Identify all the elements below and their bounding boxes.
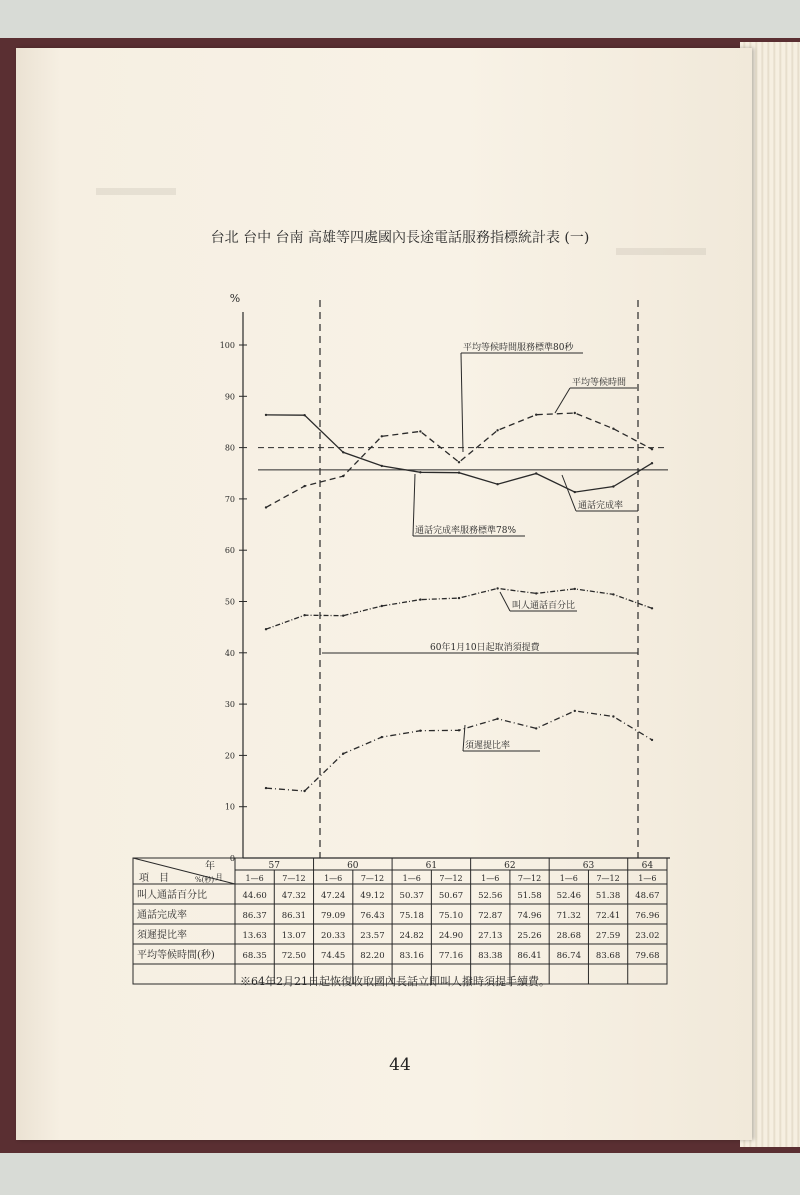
- page-number: 44: [389, 1055, 411, 1075]
- table-row-label: 叫人通話百分比: [137, 890, 207, 901]
- table-year-header: 63: [582, 861, 595, 871]
- table-cell: 52.46: [556, 891, 581, 901]
- series-delay-rate-point: [265, 787, 267, 789]
- wait-standard-label-leader: [461, 353, 463, 452]
- y-tick-label: 50: [224, 597, 235, 607]
- series-delay-rate-point: [303, 790, 305, 792]
- series-wait-time-point: [303, 485, 305, 487]
- series-delay-rate-point: [496, 718, 498, 720]
- series-completion-rate-point: [458, 472, 460, 474]
- table-cell: 47.24: [321, 891, 346, 901]
- table-cell: 79.09: [321, 911, 346, 921]
- table-cell: 83.68: [595, 951, 621, 961]
- table-half-header: 7—12: [360, 874, 385, 883]
- chart-title: 台北 台中 台南 高雄等四處國內長途電話服務指標統計表 (一): [210, 230, 590, 246]
- series-delay-rate-point: [612, 715, 614, 717]
- series-delay-rate-point: [574, 710, 576, 712]
- series-wait-time-point: [574, 412, 576, 414]
- table-year-header: 64: [641, 861, 654, 871]
- table-cell: 75.10: [438, 911, 464, 921]
- table-cell: 13.63: [242, 931, 267, 941]
- series-delay-rate-point: [342, 753, 344, 755]
- table-half-header: 7—12: [517, 874, 542, 883]
- series-call-percent-point: [651, 607, 653, 609]
- series-delay-rate-point: [419, 730, 421, 732]
- corner-year: 年: [205, 861, 215, 872]
- y-tick-label: 70: [224, 494, 235, 504]
- table-half-header: 7—12: [282, 874, 306, 883]
- table-half-header: 7—12: [439, 874, 463, 883]
- table-cell: 82.20: [360, 951, 385, 961]
- table-cell: 50.37: [399, 891, 424, 901]
- table-cell: 86.41: [517, 951, 542, 961]
- series-completion-rate-point: [381, 465, 383, 467]
- table-half-header: 1—6: [559, 874, 578, 883]
- delay-series-label: 須遲提比率: [465, 741, 511, 751]
- series-completion-rate-point: [574, 491, 576, 493]
- table-cell: 72.50: [281, 951, 307, 961]
- table-cell: 79.68: [635, 951, 660, 961]
- table-year-header: 57: [268, 861, 280, 871]
- wait-series-label-leader: [555, 388, 570, 413]
- table-row-label: 須遲提比率: [137, 930, 187, 941]
- table-cell: 68.35: [242, 951, 267, 961]
- series-wait-time-point: [419, 430, 421, 432]
- series-delay-rate-line: [266, 711, 652, 791]
- fee-line-label: 60年1月10日起取消須提費: [430, 643, 540, 653]
- table-cell: 13.07: [281, 931, 307, 941]
- y-tick-label: 30: [224, 700, 235, 710]
- table-cell: 76.96: [635, 911, 660, 921]
- series-wait-time-point: [612, 428, 614, 430]
- completion-series-label-leader: [562, 475, 576, 511]
- series-completion-rate-point: [496, 483, 498, 485]
- table-cell: 27.13: [478, 931, 503, 941]
- series-delay-rate-point: [458, 729, 460, 731]
- table-half-header: 1—6: [638, 874, 657, 883]
- table-cell: 77.16: [438, 951, 464, 961]
- series-completion-rate-point: [651, 462, 653, 464]
- series-wait-time-line: [266, 413, 652, 507]
- table-cell: 49.12: [360, 891, 385, 901]
- series-call-percent-point: [612, 593, 614, 595]
- y-tick-label: 90: [224, 392, 235, 402]
- series-completion-rate-point: [265, 414, 267, 416]
- table-cell: 25.26: [517, 931, 542, 941]
- y-axis-label: %: [229, 292, 241, 305]
- series-call-percent-point: [381, 605, 383, 607]
- table-cell: 86.31: [281, 911, 307, 921]
- table-cell: 20.33: [321, 931, 346, 941]
- table-row-label: 通話完成率: [137, 910, 187, 921]
- series-call-percent-point: [496, 587, 498, 589]
- corner-month: 月: [215, 873, 223, 882]
- table-cell: 23.02: [635, 931, 660, 941]
- series-completion-rate-point: [612, 485, 614, 487]
- table-half-header: 1—6: [402, 874, 421, 883]
- table-year-header: 60: [347, 861, 359, 871]
- table-cell: 72.41: [595, 911, 621, 921]
- table-cell: 28.68: [556, 931, 581, 941]
- table-cell: 86.74: [556, 951, 581, 961]
- series-wait-time-point: [535, 414, 537, 416]
- table-cell: 76.43: [360, 911, 385, 921]
- table-cell: 23.57: [360, 931, 385, 941]
- table-cell: 83.38: [478, 951, 503, 961]
- series-delay-rate-point: [381, 736, 383, 738]
- table-half-header: 1—6: [324, 874, 343, 883]
- call-series-label: 叫人通話百分比: [512, 601, 576, 611]
- y-tick-label: 0: [229, 854, 235, 863]
- table-cell: 72.87: [478, 911, 503, 921]
- table-row-label: 平均等候時間(秒): [137, 950, 215, 961]
- y-tick-label: 20: [224, 751, 235, 761]
- wait-series-label: 平均等候時間: [572, 378, 627, 388]
- series-completion-rate-point: [419, 471, 421, 473]
- table-cell: 50.67: [438, 891, 464, 901]
- series-call-percent-point: [342, 615, 344, 617]
- series-call-percent-point: [574, 588, 576, 590]
- series-wait-time-point: [496, 429, 498, 431]
- table-cell: 48.67: [635, 891, 660, 901]
- table-cell: 86.37: [242, 911, 267, 921]
- table-cell: 44.60: [242, 891, 267, 901]
- call-series-label-leader: [500, 592, 510, 611]
- series-completion-rate-point: [535, 472, 537, 474]
- table-cell: 24.82: [399, 931, 424, 941]
- series-completion-rate-point: [303, 414, 305, 416]
- corner-unit: %(秒): [195, 876, 215, 884]
- table-cell: 27.59: [595, 931, 621, 941]
- table-cell: 71.32: [556, 911, 581, 921]
- series-call-percent-point: [458, 597, 460, 599]
- series-completion-rate-point: [342, 451, 344, 453]
- series-call-percent-point: [419, 598, 421, 600]
- series-wait-time-point: [265, 506, 267, 508]
- table-cell: 83.16: [399, 951, 424, 961]
- y-tick-label: 40: [224, 648, 235, 658]
- table-cell: 51.38: [595, 891, 621, 901]
- table-year-header: 62: [504, 861, 516, 871]
- footnote: ※64年2月21日起恢復收取國內長話立即叫人撥時須提手續費。: [240, 975, 550, 988]
- series-wait-time-point: [342, 475, 344, 477]
- corner-item: 項 目: [139, 873, 169, 884]
- table-cell: 75.18: [399, 911, 424, 921]
- table-cell: 74.45: [321, 951, 346, 961]
- wait-standard-label: 平均等候時間服務標準80秒: [463, 343, 574, 353]
- table-cell: 51.58: [517, 891, 542, 901]
- series-wait-time-point: [651, 448, 653, 450]
- series-call-percent-line: [266, 588, 652, 629]
- table-half-header: 1—6: [481, 874, 500, 883]
- y-tick-label: 10: [224, 802, 235, 812]
- completion-series-label: 通話完成率: [578, 501, 624, 511]
- y-tick-label: 100: [219, 341, 235, 350]
- y-tick-label: 80: [224, 443, 235, 453]
- table-half-header: 7—12: [596, 874, 620, 883]
- series-delay-rate-point: [535, 727, 537, 729]
- series-wait-time-point: [458, 461, 460, 463]
- series-call-percent-point: [303, 614, 305, 616]
- y-tick-label: 60: [224, 546, 235, 556]
- table-cell: 47.32: [281, 891, 307, 901]
- table-cell: 74.96: [517, 911, 542, 921]
- series-call-percent-point: [265, 628, 267, 630]
- series-wait-time-point: [381, 435, 383, 437]
- table-year-header: 61: [425, 861, 438, 871]
- series-call-percent-point: [535, 592, 537, 594]
- table-cell: 52.56: [478, 891, 503, 901]
- table-cell: 24.90: [438, 931, 464, 941]
- series-delay-rate-point: [651, 739, 653, 741]
- table-half-header: 1—6: [245, 874, 264, 883]
- completion-standard-label: 通話完成率服務標準78%: [415, 526, 517, 536]
